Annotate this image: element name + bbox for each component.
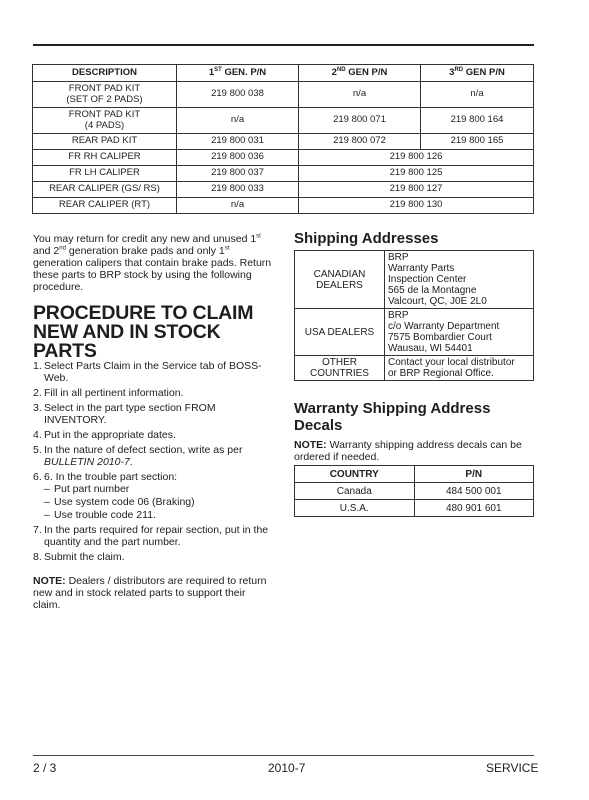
row-gen23-pn: 219 800 127 xyxy=(299,182,534,198)
footer-bulletin: 2010-7 xyxy=(268,761,306,775)
shipping-heading: Shipping Addresses xyxy=(294,230,439,247)
header-description: DESCRIPTION xyxy=(33,65,177,82)
table-row xyxy=(33,198,534,214)
row-description: REAR CALIPER (RT) xyxy=(33,198,177,214)
list-item: 4. Put in the appropriate dates. xyxy=(33,429,176,441)
procedure-steps xyxy=(33,360,273,566)
row-description: REAR CALIPER (GS/ RS) xyxy=(33,182,177,198)
table-row xyxy=(33,108,534,134)
sub-list-item: – Use trouble code 211. xyxy=(44,509,156,521)
shipping-address: BRP Warranty Parts Inspection Center 565 de la Montagne Valcourt, QC, J0E 2L0 xyxy=(385,251,534,309)
row-gen23-pn: 219 800 130 xyxy=(299,198,534,214)
table-row xyxy=(33,82,534,108)
sub-list xyxy=(44,483,273,521)
header-gen2: 2ND GEN P/N xyxy=(299,65,421,82)
table-row xyxy=(295,500,534,517)
row-gen23-pn: 219 800 126 xyxy=(299,150,534,166)
row-gen1-pn: 219 800 037 xyxy=(177,166,299,182)
header-gen1: 1ST GEN. P/N xyxy=(177,65,299,82)
decals-table xyxy=(294,465,534,517)
decal-country: U.S.A. xyxy=(295,500,415,517)
procedure-note: NOTE: Dealers / distributors are required to return new and in stock related parts to support their claim. xyxy=(33,575,267,611)
list-item: 6. 6. In the trouble part section: – Put part number – Use system code 06 (Braking) – Use trouble code 211. xyxy=(33,471,273,521)
decals-table-header xyxy=(295,466,534,483)
parts-table-header xyxy=(33,65,534,82)
header-pn: P/N xyxy=(414,466,534,483)
decal-country: Canada xyxy=(295,483,415,500)
decals-note: NOTE: Warranty shipping address decals can be ordered if needed. xyxy=(294,439,522,463)
shipping-label: CANADIAN DEALERS xyxy=(295,251,385,309)
row-description: FRONT PAD KIT (SET OF 2 PADS) xyxy=(33,82,177,108)
list-item: 5. In the nature of defect section, write as per BULLETIN 2010-7. xyxy=(33,444,243,468)
row-gen1-pn: 219 800 033 xyxy=(177,182,299,198)
table-row xyxy=(33,166,534,182)
list-item: 7. In the parts required for repair section, put in the quantity and the part number. xyxy=(33,524,269,548)
table-row xyxy=(33,150,534,166)
decal-pn: 480 901 601 xyxy=(414,500,534,517)
shipping-label: OTHER COUNTRIES xyxy=(295,356,385,381)
top-rule xyxy=(33,44,534,46)
table-row xyxy=(295,483,534,500)
shipping-address: Contact your local distributor or BRP Regional Office. xyxy=(385,356,534,381)
row-gen2-pn: 219 800 072 xyxy=(299,134,421,150)
shipping-address: BRP c/o Warranty Department 7575 Bombardier Court Wausau, WI 54401 xyxy=(385,309,534,356)
row-description: REAR PAD KIT xyxy=(33,134,177,150)
row-gen2-pn: 219 800 071 xyxy=(299,108,421,134)
row-gen3-pn: 219 800 164 xyxy=(421,108,534,134)
table-row xyxy=(295,251,534,309)
shipping-table xyxy=(294,250,534,381)
procedure-heading: PROCEDURE TO CLAIM NEW AND IN STOCK PARTS xyxy=(33,302,254,362)
footer-section: SERVICE xyxy=(486,761,539,775)
row-gen1-pn: n/a xyxy=(177,108,299,134)
row-gen1-pn: 219 800 036 xyxy=(177,150,299,166)
bottom-rule xyxy=(33,755,534,756)
row-gen3-pn: n/a xyxy=(421,82,534,108)
parts-table xyxy=(32,64,534,214)
bulletin-reference: BULLETIN 2010-7 xyxy=(44,456,130,468)
decal-pn: 484 500 001 xyxy=(414,483,534,500)
table-row xyxy=(295,356,534,381)
row-gen23-pn: 219 800 125 xyxy=(299,166,534,182)
row-gen1-pn: 219 800 038 xyxy=(177,82,299,108)
footer-page-number: 2 / 3 xyxy=(33,761,57,775)
row-description: FR LH CALIPER xyxy=(33,166,177,182)
row-gen2-pn: n/a xyxy=(299,82,421,108)
table-row xyxy=(295,309,534,356)
list-item: 8. Submit the claim. xyxy=(33,551,125,563)
sub-list-item: – Put part number xyxy=(44,483,130,495)
table-row xyxy=(33,182,534,198)
row-description: FR RH CALIPER xyxy=(33,150,177,166)
row-gen3-pn: 219 800 165 xyxy=(421,134,534,150)
header-country: COUNTRY xyxy=(295,466,415,483)
header-gen3: 3RD GEN P/N xyxy=(421,65,534,82)
row-gen1-pn: n/a xyxy=(177,198,299,214)
list-item: 2. Fill in all pertinent information. xyxy=(33,387,184,399)
table-row xyxy=(33,134,534,150)
list-item: 1. Select Parts Claim in the Service tab of BOSS-Web. xyxy=(33,360,262,384)
list-item: 3. Select in the part type section FROM INVENTORY. xyxy=(33,402,216,426)
row-description: FRONT PAD KIT (4 PADS) xyxy=(33,108,177,134)
sub-list-item: – Use system code 06 (Braking) xyxy=(44,496,195,508)
intro-paragraph: You may return for credit any new and unused 1st and 2nd generation brake pads and only 1st generation calipers that contain brake pads. Return these parts to BRP stock by using the following procedure. xyxy=(33,233,272,293)
decals-heading: Warranty Shipping Address Decals xyxy=(294,400,491,434)
shipping-label: USA DEALERS xyxy=(295,309,385,356)
row-gen1-pn: 219 800 031 xyxy=(177,134,299,150)
